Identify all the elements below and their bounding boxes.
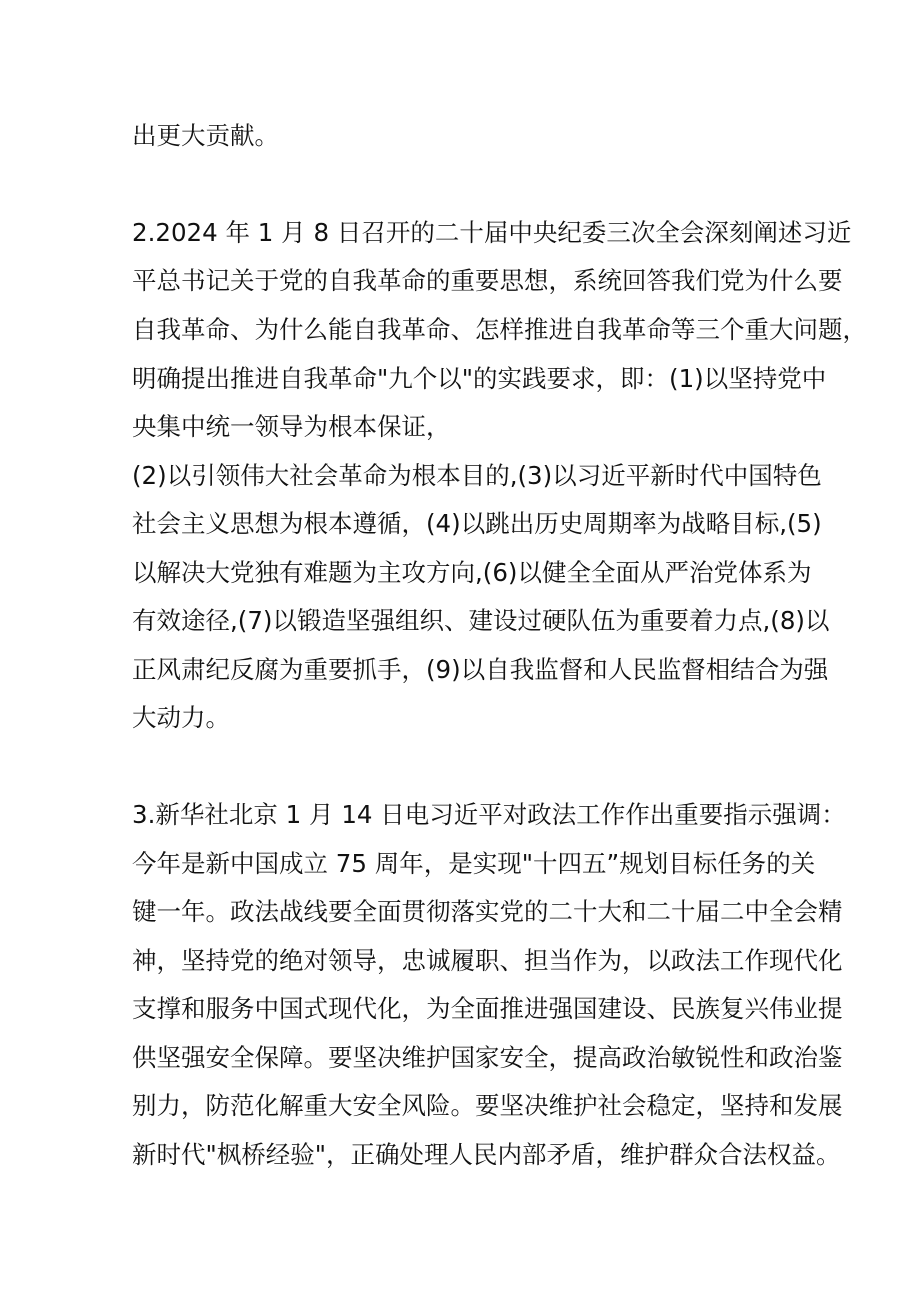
text-line: 2.2024 年 1 月 8 日召开的二十届中央纪委三次全会深刻阐述习近	[132, 218, 852, 247]
text-line: 神，坚持党的绝对领导，忠诚履职、担当作为，以政法工作现代化	[132, 946, 843, 975]
text-line: 今年是新中国成立 75 周年，是实现"十四五”规划目标任务的关	[132, 849, 816, 878]
text-line: 出更大贡献。	[132, 121, 279, 150]
text-line: 新时代"枫桥经验"，正确处理人民内部矛盾，维护群众合法权益。	[132, 1140, 841, 1169]
text-line: 平总书记关于党的自我革命的重要思想，系统回答我们党为什么要	[132, 266, 843, 295]
text-line: 供坚强安全保障。要坚决维护国家安全，提高政治敏锐性和政治鉴	[132, 1043, 843, 1072]
text-line: 大动力。	[132, 703, 230, 732]
text-line: 3.新华社北京 1 月 14 日电习近平对政法工作作出重要指示强调：	[132, 800, 846, 829]
text-line: 以解决大党独有难题为主攻方向,(6)以健全全面从严治党体系为	[132, 558, 812, 587]
text-line: 有效途径,(7)以锻造坚强组织、建设过硬队伍为重要着力点,(8)以	[132, 606, 830, 635]
text-line: 社会主义思想为根本遵循，(4)以跳出历史周期率为战略目标,(5)	[132, 509, 822, 538]
text-line: 正风肃纪反腐为重要抓手，(9)以自我监督和人民监督相结合为强	[132, 655, 829, 684]
text-line: 自我革命、为什么能自我革命、怎样推进自我革命等三个重大问题，	[132, 315, 867, 344]
text-line: 央集中统一领导为根本保证，	[132, 412, 451, 441]
text-line: 明确提出推进自我革命"九个以"的实践要求，即：(1)以坚持党中	[132, 364, 827, 393]
text-line: (2)以引领伟大社会革命为根本目的,(3)以习近平新时代中国特色	[132, 461, 822, 490]
text-line: 别力，防范化解重大安全风险。要坚决维护社会稳定，坚持和发展	[132, 1091, 843, 1120]
text-line: 键一年。政法战线要全面贯彻落实党的二十大和二十届二中全会精	[132, 897, 843, 926]
text-line: 支撑和服务中国式现代化，为全面推进强国建设、民族复兴伟业提	[132, 994, 843, 1023]
